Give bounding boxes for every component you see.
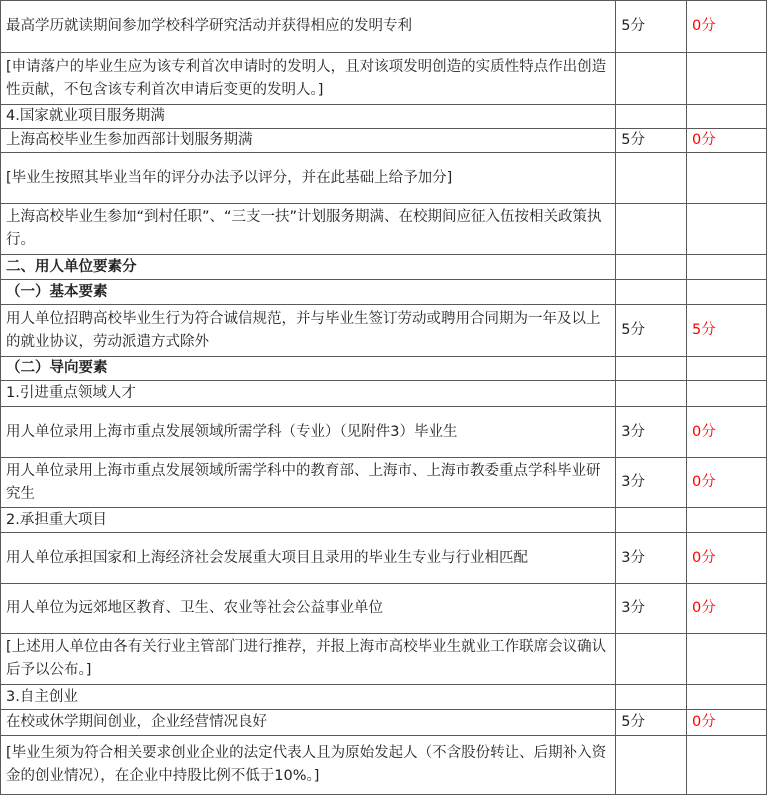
awarded-score: [687, 204, 767, 255]
awarded-score: [687, 736, 767, 795]
item-description: 用人单位录用上海市重点发展领域所需学科中的教育部、上海市、上海市教委重点学科毕业研究生: [1, 458, 616, 508]
item-description: 二、用人单位要素分: [1, 255, 616, 280]
item-description: 用人单位承担国家和上海经济社会发展重大项目且录用的毕业生专业与行业相匹配: [1, 533, 616, 584]
item-description: 用人单位为远郊地区教育、卫生、农业等社会公益事业单位: [1, 584, 616, 634]
max-score: [616, 634, 687, 685]
item-description: （一）基本要素: [1, 280, 616, 305]
table-row: [1, 153, 767, 204]
awarded-score: [687, 381, 767, 407]
table-row: [1, 508, 767, 533]
table-row: [1, 634, 767, 685]
table-row: [1, 584, 767, 634]
table-row: [1, 533, 767, 584]
table-row: [1, 458, 767, 508]
max-score: [616, 53, 687, 105]
table-row: [1, 129, 767, 153]
awarded-score: [687, 634, 767, 685]
awarded-score: 0分: [687, 584, 767, 634]
max-score: 3分: [616, 533, 687, 584]
awarded-score: [687, 105, 767, 129]
max-score: [616, 381, 687, 407]
table-row: [1, 710, 767, 736]
max-score: 5分: [616, 305, 687, 357]
awarded-score: 0分: [687, 407, 767, 458]
item-description: 用人单位录用上海市重点发展领域所需学科（专业）（见附件3）毕业生: [1, 407, 616, 458]
awarded-score: 0分: [687, 1, 767, 53]
awarded-score: 0分: [687, 710, 767, 736]
max-score: 3分: [616, 584, 687, 634]
max-score: 5分: [616, 129, 687, 153]
table-row: [1, 357, 767, 381]
awarded-score: [687, 685, 767, 710]
item-description: [上述用人单位由各有关行业主管部门进行推荐，并报上海市高校毕业生就业工作联席会议确认后予以公布。]: [1, 634, 616, 685]
awarded-score: [687, 153, 767, 204]
item-description: （二）导向要素: [1, 357, 616, 381]
table-row: [1, 381, 767, 407]
item-description: 上海高校毕业生参加西部计划服务期满: [1, 129, 616, 153]
awarded-score: 0分: [687, 129, 767, 153]
table-row: [1, 685, 767, 710]
table-row: [1, 305, 767, 357]
table-row: [1, 407, 767, 458]
awarded-score: [687, 255, 767, 280]
max-score: [616, 204, 687, 255]
item-description: 1.引进重点领域人才: [1, 381, 616, 407]
max-score: 3分: [616, 407, 687, 458]
awarded-score: [687, 357, 767, 381]
max-score: 5分: [616, 1, 687, 53]
item-description: 上海高校毕业生参加“到村任职”、“三支一扶”计划服务期满、在校期间应征入伍按相关政策执行。: [1, 204, 616, 255]
table-row: [1, 1, 767, 53]
max-score: [616, 255, 687, 280]
item-description: [毕业生按照其毕业当年的评分办法予以评分，并在此基础上给予加分]: [1, 153, 616, 204]
max-score: [616, 280, 687, 305]
table-row: [1, 204, 767, 255]
max-score: 5分: [616, 710, 687, 736]
max-score: [616, 105, 687, 129]
max-score: [616, 685, 687, 710]
item-description: 用人单位招聘高校毕业生行为符合诚信规范，并与毕业生签订劳动或聘用合同期为一年及以上的就业协议，劳动派遣方式除外: [1, 305, 616, 357]
table-row: [1, 255, 767, 280]
awarded-score: [687, 280, 767, 305]
table-row: [1, 53, 767, 105]
item-description: 2.承担重大项目: [1, 508, 616, 533]
item-description: 4.国家就业项目服务期满: [1, 105, 616, 129]
scoring-table-body: [1, 1, 767, 795]
item-description: 在校或休学期间创业，企业经营情况良好: [1, 710, 616, 736]
awarded-score: 0分: [687, 458, 767, 508]
max-score: 3分: [616, 458, 687, 508]
max-score: [616, 357, 687, 381]
awarded-score: 0分: [687, 533, 767, 584]
table-row: [1, 736, 767, 795]
awarded-score: [687, 508, 767, 533]
item-description: 3.自主创业: [1, 685, 616, 710]
table-row: [1, 105, 767, 129]
max-score: [616, 508, 687, 533]
awarded-score: 5分: [687, 305, 767, 357]
table-row: [1, 280, 767, 305]
item-description: [毕业生须为符合相关要求创业企业的法定代表人且为原始发起人（不含股份转让、后期补入资金的创业情况），在企业中持股比例不低于10%。]: [1, 736, 616, 795]
item-description: 最高学历就读期间参加学校科学研究活动并获得相应的发明专利: [1, 1, 616, 53]
max-score: [616, 153, 687, 204]
max-score: [616, 736, 687, 795]
item-description: [申请落户的毕业生应为该专利首次申请时的发明人，且对该项发明创造的实质性特点作出创造性贡献，不包含该专利首次申请后变更的发明人。]: [1, 53, 616, 105]
awarded-score: [687, 53, 767, 105]
